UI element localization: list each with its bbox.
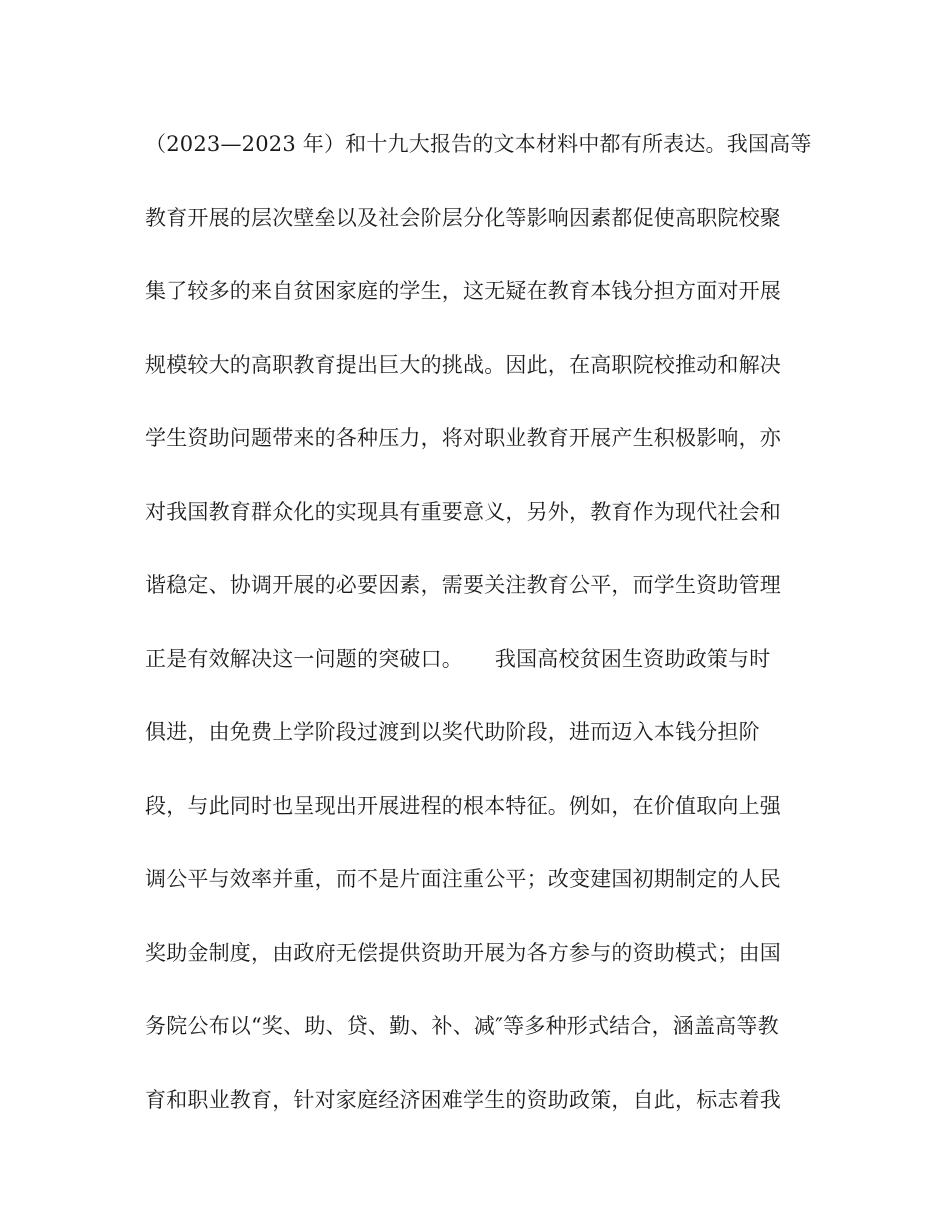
text-line: 俱进，由免费上学阶段过渡到以奖代助阶段，进而迈入本钱分担阶 xyxy=(145,720,760,744)
text-line: 谐稳定、协调开展的必要因素，需要关注教育公平，而学生资助管理 xyxy=(145,573,781,597)
text-line: 集了较多的来自贫困家庭的学生，这无疑在教育本钱分担方面对开展 xyxy=(145,279,781,303)
text-line: 奖助金制度，由政府无偿提供资助开展为各方参与的资助模式；由国 xyxy=(145,940,781,965)
body-text xyxy=(145,122,825,1151)
text-line: 学生资助问题带来的各种压力，将对职业教育开展产生积极影响，亦 xyxy=(145,426,781,450)
text-line: 正是有效解决这一问题的突破口。 我国高校贫困生资助政策与时 xyxy=(145,646,771,671)
text-line: 段，与此同时也呈现出开展进程的根本特征。例如，在价值取向上强 xyxy=(145,793,781,818)
text-line: 调公平与效率并重，而不是片面注重公平；改变建国初期制定的人民 xyxy=(145,867,781,891)
text-line: 规模较大的高职教育提出巨大的挑战。因此，在高职院校推动和解决 xyxy=(145,352,781,377)
text-line: 教育开展的层次壁垒以及社会阶层分化等影响因素都促使高职院校聚 xyxy=(145,205,781,230)
text-line: （2023—2023 年）和十九大报告的文本材料中都有所表达。我国高等 xyxy=(145,132,812,156)
text-line: 育和职业教育，针对家庭经济困难学生的资助政策，自此，标志着我 xyxy=(145,1087,781,1112)
text-line: 务院公布以“奖、助、贷、勤、补、减″等多种形式结合，涵盖高等教 xyxy=(145,1014,779,1038)
text-line: 对我国教育群众化的实现具有重要意义，另外，教育作为现代社会和 xyxy=(145,499,781,524)
